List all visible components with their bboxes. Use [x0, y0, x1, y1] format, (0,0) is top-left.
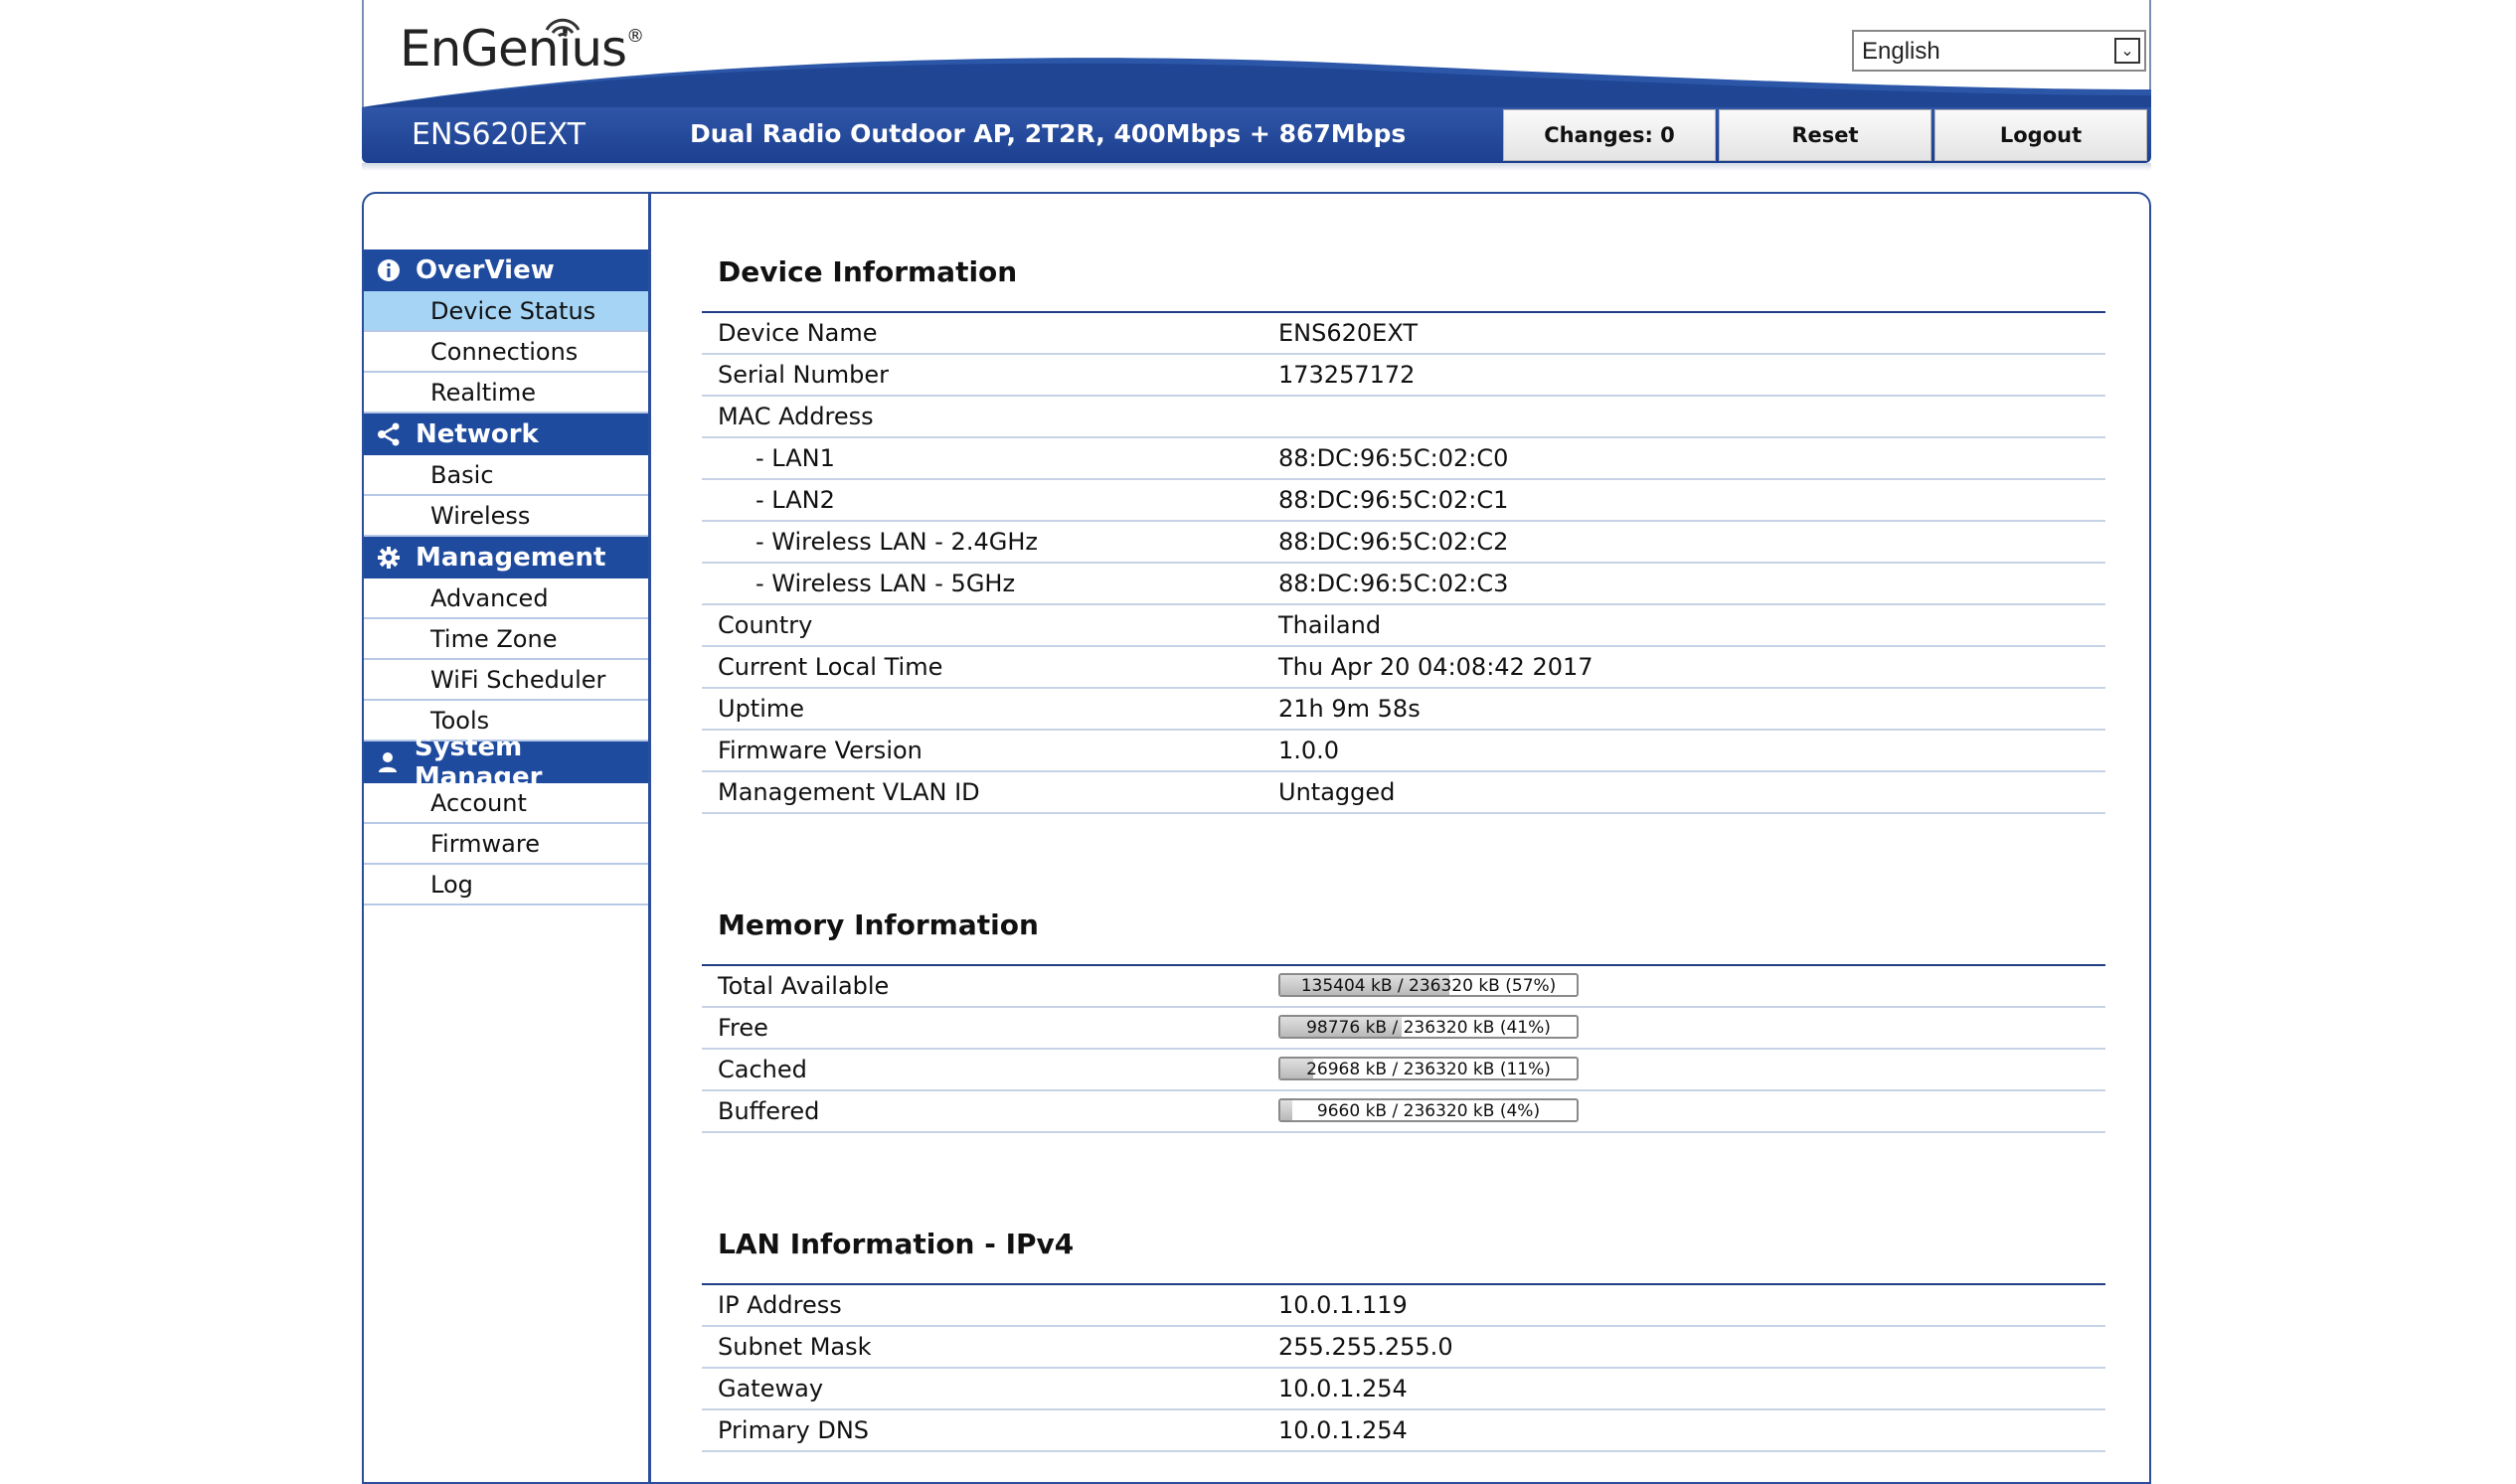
table-row — [702, 480, 2105, 522]
table-row — [702, 313, 2105, 355]
main-panel — [362, 192, 2151, 1484]
table-row — [702, 731, 2105, 772]
section-label: Network — [416, 419, 539, 449]
sidebar-item-advanced[interactable]: Advanced — [364, 578, 648, 619]
row-key: Gateway — [718, 1375, 824, 1402]
sidebar-section-overview[interactable] — [364, 249, 648, 291]
row-key: Primary DNS — [718, 1416, 870, 1444]
model-name: ENS620EXT — [412, 117, 587, 152]
memory-usage-bar — [1278, 1015, 1579, 1039]
sidebar-section-system-manager[interactable] — [364, 733, 648, 792]
language-select[interactable] — [1852, 30, 2146, 72]
section-title-memory-info: Memory Information — [718, 908, 1039, 941]
section-label: OverView — [416, 255, 555, 285]
table-row — [702, 966, 2105, 1008]
logo-text: EnGenius — [400, 20, 627, 78]
table-row — [702, 438, 2105, 480]
logout-button[interactable]: Logout — [1934, 109, 2147, 161]
sidebar-section-network[interactable] — [364, 413, 648, 455]
row-value: Untagged — [1278, 778, 1396, 806]
table-row — [702, 522, 2105, 564]
row-key: Cached — [718, 1056, 807, 1083]
row-value: 88:DC:96:5C:02:C3 — [1278, 570, 1509, 597]
sidebar — [364, 194, 651, 1482]
table-row — [702, 1008, 2105, 1050]
sidebar-section-management[interactable] — [364, 537, 648, 578]
sidebar-item-firmware[interactable]: Firmware — [364, 824, 648, 865]
row-value: 10.0.1.119 — [1278, 1291, 1408, 1319]
row-key: Total Available — [718, 972, 890, 1000]
row-key: Management VLAN ID — [718, 778, 980, 806]
section-label: System Manager — [414, 733, 543, 792]
memory-usage-label: 98776 kB / 236320 kB (41%) — [1306, 1018, 1551, 1038]
section-title-lan-info: LAN Information - IPv4 — [718, 1228, 1075, 1260]
row-value: 1.0.0 — [1278, 737, 1340, 764]
header-shadow — [362, 163, 2151, 171]
row-key: - LAN1 — [755, 444, 835, 472]
memory-usage-bar — [1278, 973, 1579, 997]
memory-usage-bar — [1278, 1098, 1579, 1122]
wifi-logo-icon — [543, 16, 583, 40]
logo-registered-mark: ® — [626, 26, 644, 47]
sidebar-item-tools[interactable]: Tools — [364, 701, 648, 742]
row-value: Thailand — [1278, 611, 1382, 639]
user-icon — [376, 749, 401, 775]
row-value: 10.0.1.254 — [1278, 1416, 1408, 1444]
table-row — [702, 647, 2105, 689]
gear-icon — [376, 545, 402, 571]
memory-usage-bar — [1278, 1057, 1579, 1080]
table-row — [702, 605, 2105, 647]
info-icon — [376, 257, 402, 283]
sidebar-item-basic[interactable]: Basic — [364, 455, 648, 496]
memory-usage-label: 9660 kB / 236320 kB (4%) — [1316, 1101, 1541, 1121]
row-key: - Wireless LAN - 2.4GHz — [755, 528, 1038, 556]
page-header — [362, 0, 2151, 163]
table-row — [702, 1327, 2105, 1369]
row-value: 10.0.1.254 — [1278, 1375, 1408, 1402]
table-row — [702, 1285, 2105, 1327]
row-key: Firmware Version — [718, 737, 923, 764]
row-key: Device Name — [718, 319, 878, 347]
model-description: Dual Radio Outdoor AP, 2T2R, 400Mbps + 867Mbps — [690, 119, 1407, 148]
row-key: MAC Address — [718, 403, 874, 430]
sidebar-item-wireless[interactable]: Wireless — [364, 496, 648, 537]
row-value: ENS620EXT — [1278, 319, 1419, 347]
title-bar — [362, 107, 2151, 163]
table-row — [702, 689, 2105, 731]
table-row — [702, 772, 2105, 814]
table-row — [702, 1369, 2105, 1410]
row-key: Uptime — [718, 695, 805, 723]
row-key: Buffered — [718, 1097, 820, 1125]
section-label: Management — [416, 543, 606, 573]
row-key: Serial Number — [718, 361, 889, 389]
row-value: 88:DC:96:5C:02:C1 — [1278, 486, 1509, 514]
memory-usage-label: 135404 kB / 236320 kB (57%) — [1300, 976, 1557, 996]
section-title-device-info: Device Information — [718, 255, 1018, 288]
row-value: 88:DC:96:5C:02:C2 — [1278, 528, 1509, 556]
row-key: IP Address — [718, 1291, 842, 1319]
sidebar-item-wifi-scheduler[interactable]: WiFi Scheduler — [364, 660, 648, 701]
row-key: Subnet Mask — [718, 1333, 872, 1361]
row-key: Current Local Time — [718, 653, 943, 681]
sidebar-item-device-status[interactable]: Device Status — [364, 291, 648, 332]
sidebar-item-account[interactable]: Account — [364, 783, 648, 824]
reset-button[interactable]: Reset — [1719, 109, 1931, 161]
sidebar-item-time-zone[interactable]: Time Zone — [364, 619, 648, 660]
engenius-logo — [400, 20, 643, 78]
table-row — [702, 355, 2105, 397]
language-selected: English — [1862, 38, 1940, 65]
table-row — [702, 397, 2105, 438]
table-row — [702, 1091, 2105, 1133]
sidebar-item-realtime[interactable]: Realtime — [364, 373, 648, 413]
row-value: 88:DC:96:5C:02:C0 — [1278, 444, 1509, 472]
table-row — [702, 564, 2105, 605]
row-key: Free — [718, 1014, 768, 1042]
table-row — [702, 1050, 2105, 1091]
changes-button[interactable]: Changes: 0 — [1503, 109, 1716, 161]
row-key: - LAN2 — [755, 486, 835, 514]
share-icon — [376, 421, 402, 447]
sidebar-item-connections[interactable]: Connections — [364, 332, 648, 373]
row-value: 255.255.255.0 — [1278, 1333, 1453, 1361]
row-key: Country — [718, 611, 813, 639]
row-key: - Wireless LAN - 5GHz — [755, 570, 1016, 597]
row-value: 173257172 — [1278, 361, 1416, 389]
sidebar-item-log[interactable]: Log — [364, 865, 648, 906]
memory-usage-label: 26968 kB / 236320 kB (11%) — [1306, 1060, 1551, 1079]
row-value: Thu Apr 20 04:08:42 2017 — [1278, 653, 1593, 681]
table-row — [702, 1410, 2105, 1452]
row-value: 21h 9m 58s — [1278, 695, 1421, 723]
chevron-down-icon[interactable]: ⌄ — [2114, 38, 2140, 64]
